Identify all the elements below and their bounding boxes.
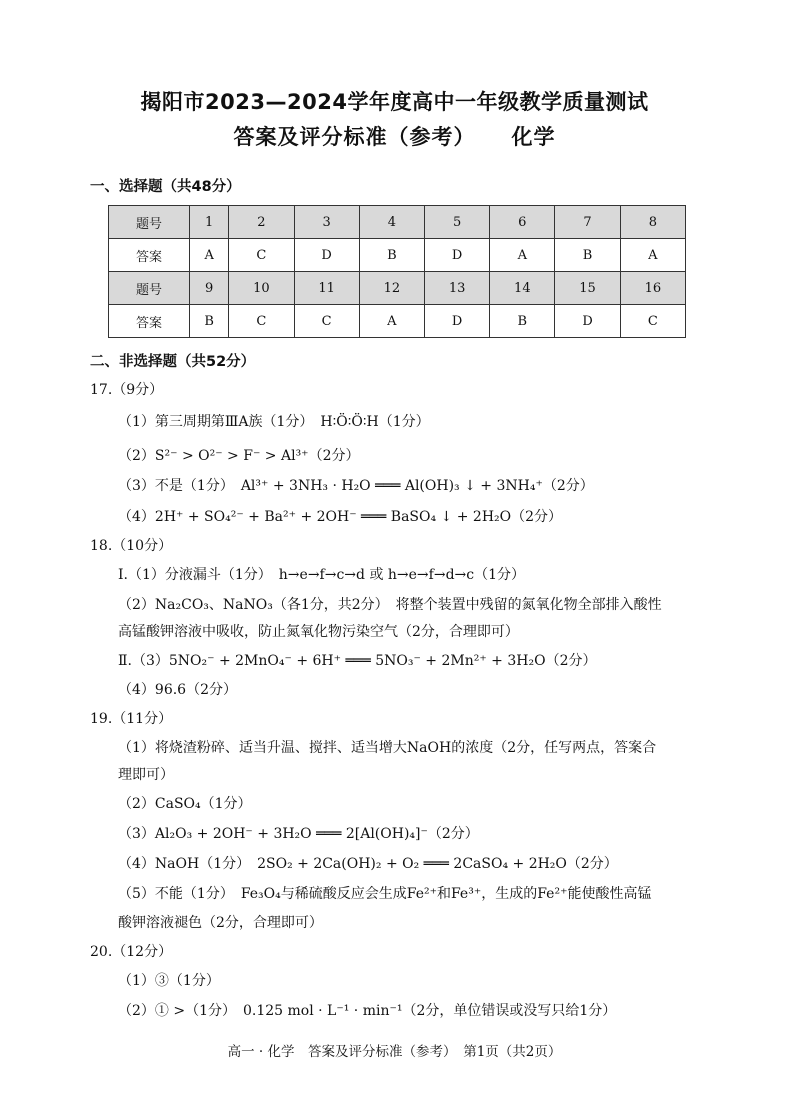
- question-number-cell: 11: [294, 272, 359, 305]
- question-number-cell: 5: [424, 206, 489, 239]
- q19-part3: （3）Al₂O₃ + 2OH⁻ + 3H₂O ═══ 2[Al(OH)₄]⁻（2分）: [118, 826, 479, 842]
- row-label-cell: 答案: [109, 305, 190, 338]
- answer-cell: B: [359, 239, 424, 272]
- question-number-cell: 16: [620, 272, 685, 305]
- answer-cell: D: [555, 305, 620, 338]
- q17-part1: （1）第三周期第ⅢA族（1分） H∶Ö∶Ö∶H（1分）: [118, 414, 430, 430]
- answer-table-row: [109, 206, 686, 239]
- answer-cell: D: [294, 239, 359, 272]
- answer-table-row: [109, 239, 686, 272]
- answer-cell: D: [424, 239, 489, 272]
- row-label-cell: 题号: [109, 206, 190, 239]
- row-label-cell: 题号: [109, 272, 190, 305]
- question-number-cell: 3: [294, 206, 359, 239]
- q18-part1: Ⅰ.（1）分液漏斗（1分） h→e→f→c→d 或 h→e→f→d→c（1分）: [118, 567, 526, 583]
- answer-table-row: [109, 305, 686, 338]
- answer-cell: A: [490, 239, 555, 272]
- question-number-cell: 8: [620, 206, 685, 239]
- question-number-cell: 13: [424, 272, 489, 305]
- q18-part2-cont: 高锰酸钾溶液中吸收，防止氮氧化物污染空气（2分，合理即可）: [118, 624, 519, 640]
- q19-part2: （2）CaSO₄（1分）: [118, 796, 252, 812]
- answer-cell: C: [294, 305, 359, 338]
- q18-part2: （2）Na₂CO₃、NaNO₃（各1分，共2分） 将整个装置中残留的氮氧化物全部排入酸性: [118, 597, 662, 613]
- section-2-heading: 二、非选择题（共52分）: [90, 354, 256, 370]
- q19-part1-cont: 理即可）: [118, 767, 174, 783]
- q17-title: 17.（9分）: [90, 382, 164, 398]
- q18-part4: （4）96.6（2分）: [118, 682, 237, 698]
- question-number-cell: 6: [490, 206, 555, 239]
- q18-title: 18.（10分）: [90, 538, 173, 554]
- q20-part2: （2）① >（1分） 0.125 mol · L⁻¹ · min⁻¹（2分，单位错误或没写只给1分）: [118, 1003, 617, 1019]
- row-label-cell: 答案: [109, 239, 190, 272]
- answer-cell: C: [229, 239, 294, 272]
- answer-cell: A: [359, 305, 424, 338]
- answer-cell: B: [190, 305, 229, 338]
- q18-part3: Ⅱ.（3）5NO₂⁻ + 2MnO₄⁻ + 6H⁺ ═══ 5NO₃⁻ + 2Mn²⁺ + 3H₂O（2分）: [118, 653, 597, 669]
- q20-part1: （1）③（1分）: [118, 973, 220, 989]
- answer-cell: C: [620, 305, 685, 338]
- q19-title: 19.（11分）: [90, 711, 173, 727]
- q20-title: 20.（12分）: [90, 944, 173, 960]
- q17-part4: （4）2H⁺ + SO₄²⁻ + Ba²⁺ + 2OH⁻ ═══ BaSO₄ ↓ + 2H₂O（2分）: [118, 509, 563, 525]
- subtitle-text: 答案及评分标准（参考）: [233, 125, 476, 149]
- question-number-cell: 1: [190, 206, 229, 239]
- question-number-cell: 7: [555, 206, 620, 239]
- q19-part5-cont: 酸钾溶液褪色（2分，合理即可）: [118, 915, 323, 931]
- answer-cell: A: [190, 239, 229, 272]
- section-1-heading: 一、选择题（共48分）: [90, 179, 241, 195]
- document-subtitle: [0, 121, 789, 151]
- answer-table-row: [109, 272, 686, 305]
- question-number-cell: 4: [359, 206, 424, 239]
- subject-text: 化学: [511, 125, 556, 149]
- question-number-cell: 9: [190, 272, 229, 305]
- question-number-cell: 2: [229, 206, 294, 239]
- question-number-cell: 10: [229, 272, 294, 305]
- question-number-cell: 12: [359, 272, 424, 305]
- answer-table: [108, 205, 686, 338]
- q17-part2: （2）S²⁻ > O²⁻ > F⁻ > Al³⁺（2分）: [118, 448, 360, 464]
- page-footer: 高一 · 化学 答案及评分标准（参考） 第1页（共2页）: [227, 1044, 562, 1060]
- question-number-cell: 15: [555, 272, 620, 305]
- q19-part5: （5）不能（1分） Fe₃O₄与稀硫酸反应会生成Fe²⁺和Fe³⁺，生成的Fe²⁺能使酸性高锰: [118, 886, 652, 902]
- q17-part3: （3）不是（1分） Al³⁺ + 3NH₃ · H₂O ═══ Al(OH)₃ ↓ + 3NH₄⁺（2分）: [118, 478, 594, 494]
- answer-cell: D: [424, 305, 489, 338]
- document-title: 揭阳市2023—2024学年度高中一年级教学质量测试: [140, 90, 649, 114]
- answer-cell: A: [620, 239, 685, 272]
- question-number-cell: 14: [490, 272, 555, 305]
- answer-cell: B: [490, 305, 555, 338]
- q19-part4: （4）NaOH（1分） 2SO₂ + 2Ca(OH)₂ + O₂ ═══ 2CaSO₄ + 2H₂O（2分）: [118, 856, 618, 872]
- q19-part1: （1）将烧渣粉碎、适当升温、搅拌、适当增大NaOH的浓度（2分，任写两点，答案合: [118, 740, 657, 756]
- answer-cell: B: [555, 239, 620, 272]
- answer-cell: C: [229, 305, 294, 338]
